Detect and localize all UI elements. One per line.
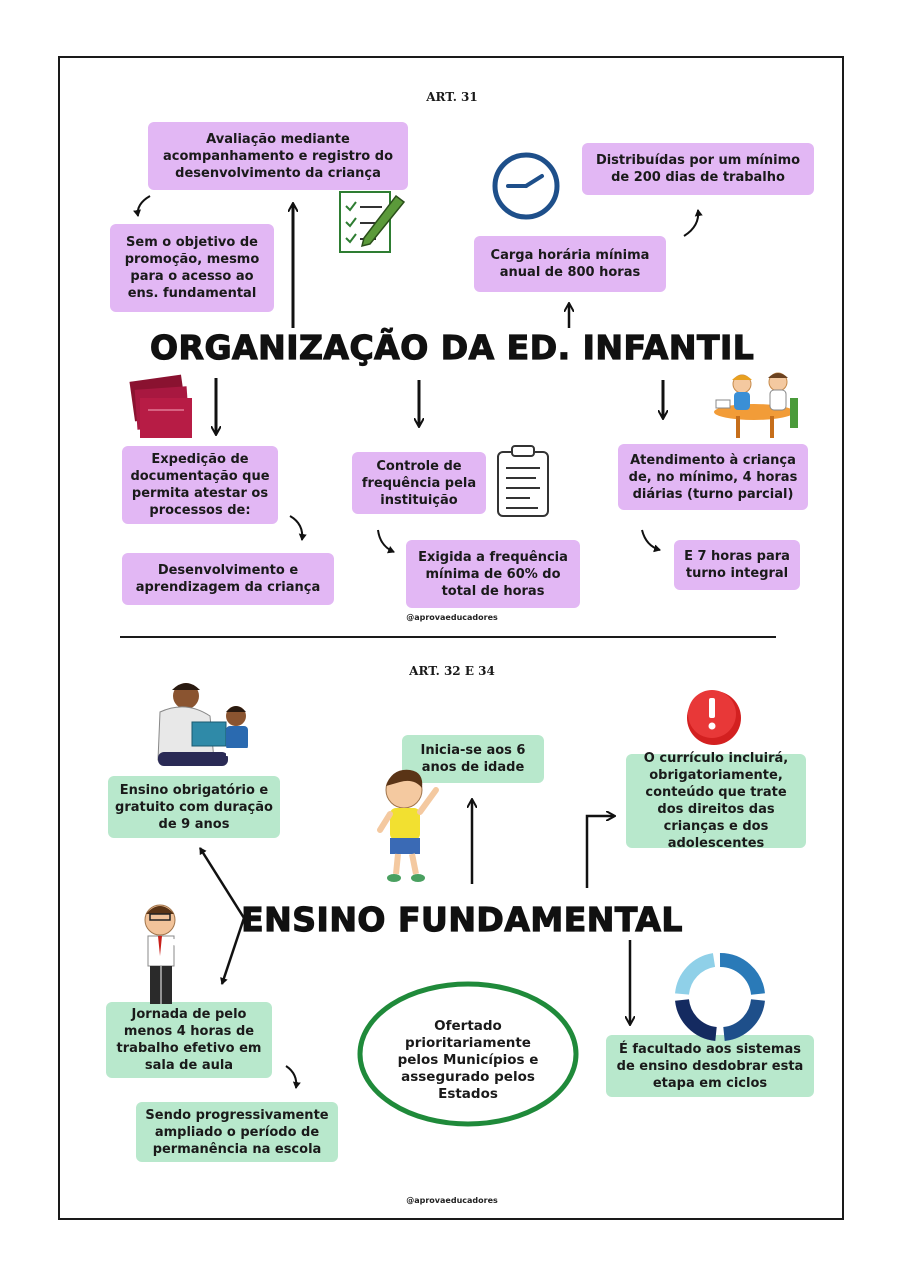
arrow-curve-controle-to-exigida bbox=[378, 530, 394, 552]
article-label-top: ART. 31 bbox=[426, 90, 478, 104]
box-obrigatorio: Ensino obrigatório e gratuito com duração de 9 anos bbox=[108, 776, 280, 838]
cycle-icon bbox=[682, 960, 758, 1034]
clock-icon bbox=[495, 155, 557, 217]
boy-waving-icon bbox=[380, 770, 436, 882]
title-ed-infantil: ORGANIZAÇÃO DA ED. INFANTIL bbox=[150, 328, 755, 367]
handle-top: @aprovaeducadores bbox=[406, 613, 498, 622]
box-inicia: Inicia-se aos 6 anos de idade bbox=[402, 735, 544, 783]
teacher-reading-icon bbox=[158, 683, 248, 766]
arrows-title-to-obrigatorio-jornada bbox=[200, 848, 244, 984]
handle-bottom: @aprovaeducadores bbox=[406, 1196, 498, 1205]
folders-icon bbox=[129, 375, 192, 438]
box-atendimento: Atendimento à criança de, no mínimo, 4 horas diárias (turno parcial) bbox=[618, 444, 808, 510]
alert-icon bbox=[687, 690, 741, 745]
box-jornada: Jornada de pelo menos 4 horas de trabalho efetivo em sala de aula bbox=[106, 1002, 272, 1078]
teacher-man-icon bbox=[145, 905, 190, 1004]
arrow-curve-expedicao-to-desenvolvimento bbox=[290, 516, 302, 540]
box-facultado: É facultado aos sistemas de ensino desdobrar esta etapa em ciclos bbox=[606, 1035, 814, 1097]
box-expedicao: Expedição de documentação que permita atestar os processos de: bbox=[122, 446, 278, 524]
box-carga: Carga horária mínima anual de 800 horas bbox=[474, 236, 666, 292]
box-distribuidas: Distribuídas por um mínimo de 200 dias de trabalho bbox=[582, 143, 814, 195]
box-desenvolvimento: Desenvolvimento e aprendizagem da criança bbox=[122, 553, 334, 605]
box-sem-objetivo: Sem o objetivo de promoção, mesmo para o acesso ao ens. fundamental bbox=[110, 224, 274, 312]
box-controle: Controle de frequência pela instituição bbox=[352, 452, 486, 514]
children-at-table-icon bbox=[714, 373, 798, 438]
arrow-curve-jornada-to-ampliado bbox=[286, 1066, 296, 1088]
box-curriculo: O currículo incluirá, obrigatoriamente, conteúdo que trate dos direitos das crianças e dos adolescentes bbox=[626, 754, 806, 848]
oval-ofertado bbox=[360, 984, 576, 1124]
box-exigida: Exigida a frequência mínima de 60% do total de horas bbox=[406, 540, 580, 608]
box-ampliado: Sendo progressivamente ampliado o período de permanência na escola bbox=[136, 1102, 338, 1162]
arrow-curve-atendimento-to-sete-horas bbox=[642, 530, 660, 550]
title-ensino-fundamental: ENSINO FUNDAMENTAL bbox=[241, 900, 683, 939]
arrow-curve-carga-to-distribuidas bbox=[684, 210, 698, 236]
clipboard-icon bbox=[498, 446, 548, 516]
box-avaliacao: Avaliação mediante acompanhamento e registro do desenvolvimento da criança bbox=[148, 122, 408, 190]
oval-ofertado-text: Ofertado prioritariamente pelos Municípios e assegurado pelos Estados bbox=[397, 1018, 539, 1102]
arrow-to-curriculo bbox=[587, 816, 614, 888]
box-sete-horas: E 7 horas para turno integral bbox=[674, 540, 800, 590]
checklist-icon bbox=[340, 192, 404, 252]
arrow-curve-avaliacao-to-sem-objetivo bbox=[138, 196, 150, 216]
article-label-bottom: ART. 32 E 34 bbox=[409, 664, 495, 678]
